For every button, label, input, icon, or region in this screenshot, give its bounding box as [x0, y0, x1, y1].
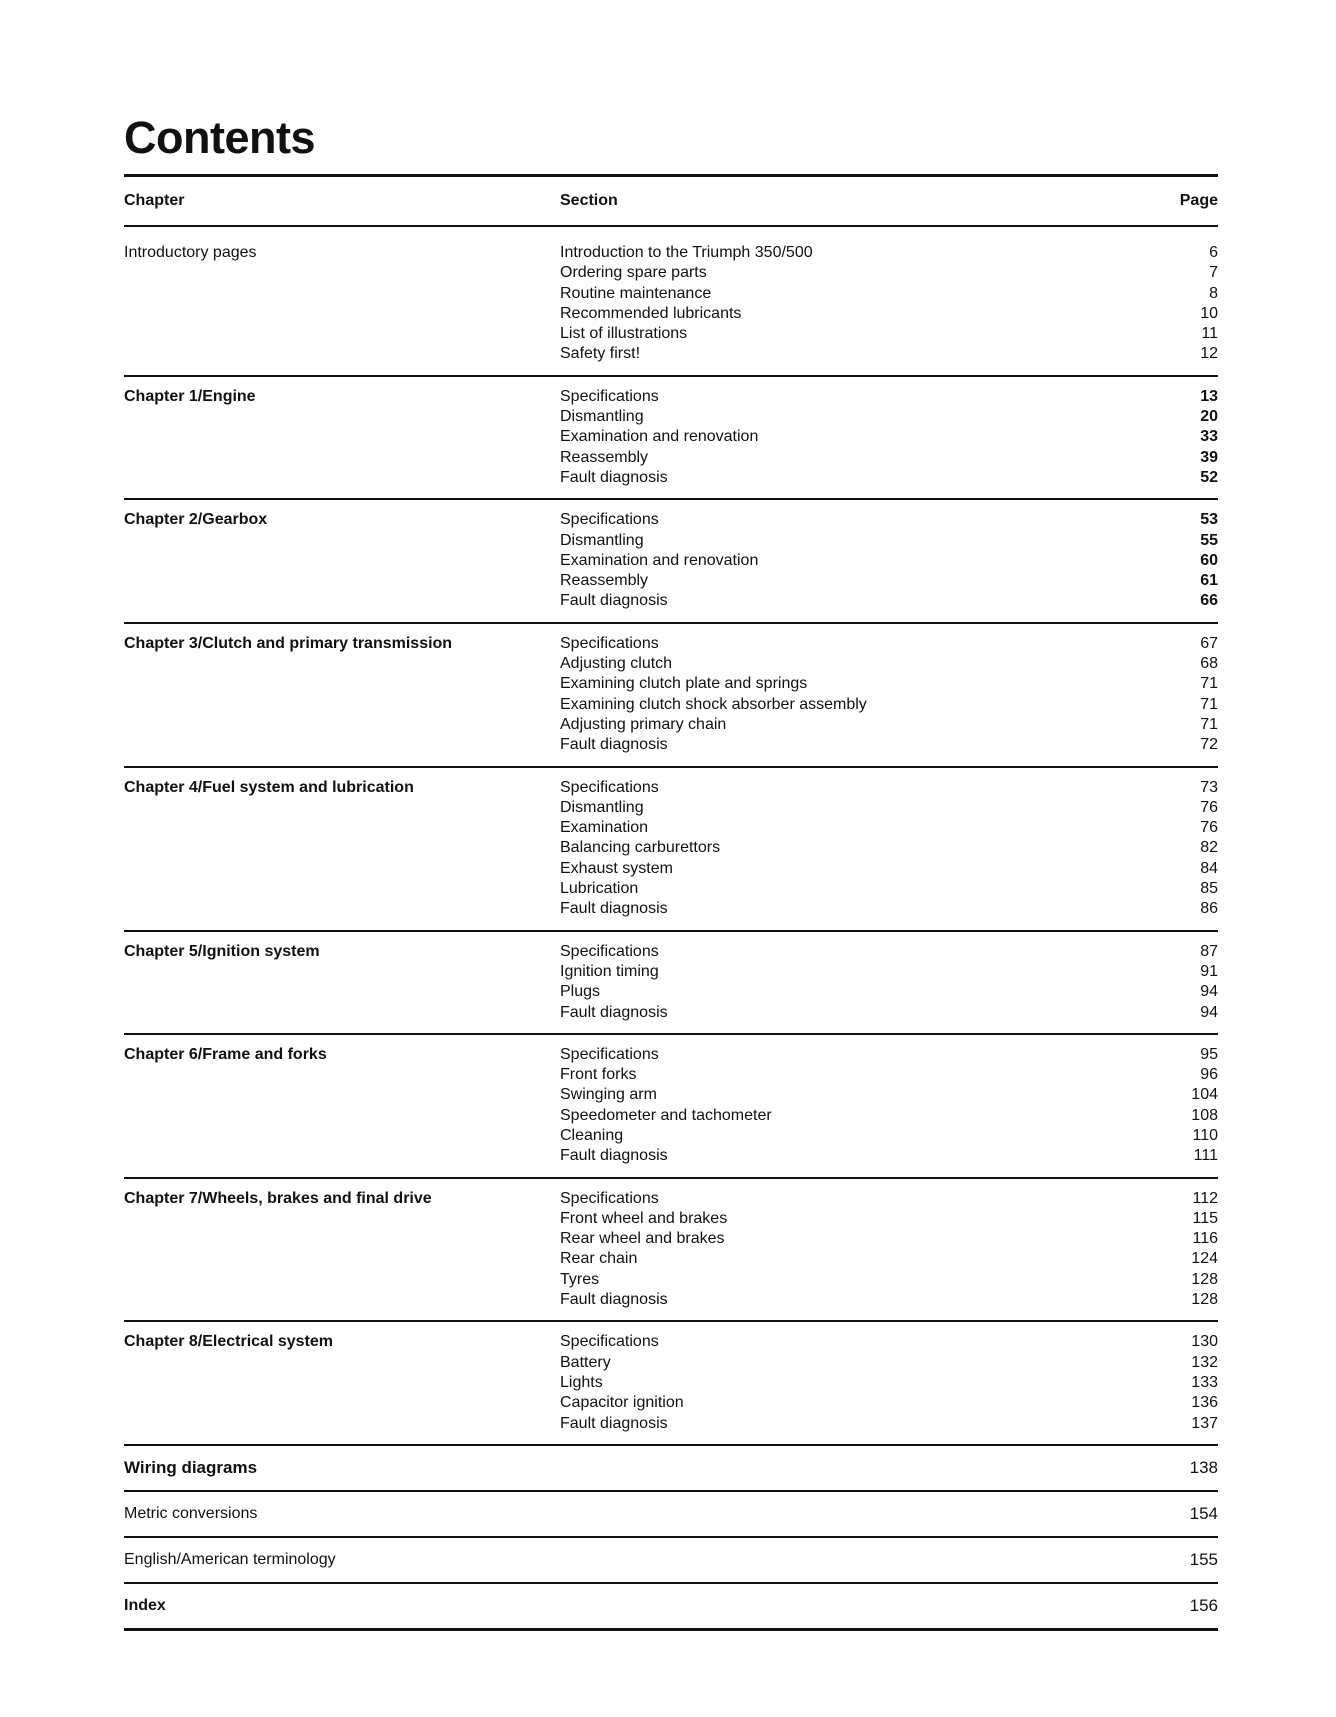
appendix-row: [124, 1492, 1218, 1536]
section-row: [560, 1290, 1218, 1310]
section-row: [560, 1332, 1218, 1352]
chapter-name: Chapter 4/Fuel system and lubrication: [124, 778, 414, 796]
chapter-block: [124, 1035, 1218, 1177]
section-title: Fault diagnosis: [560, 1414, 668, 1432]
section-title: Dismantling: [560, 408, 644, 426]
section-title: Fault diagnosis: [560, 900, 668, 918]
section-title: Specifications: [560, 634, 659, 652]
page-number: 52: [1200, 468, 1218, 486]
page-number: 7: [1209, 264, 1218, 282]
section-row: [560, 1209, 1218, 1229]
section-row: [560, 263, 1218, 283]
section-row: [560, 1414, 1218, 1434]
section-row: [560, 798, 1218, 818]
page-number: 61: [1200, 572, 1218, 590]
section-row: [560, 1270, 1218, 1290]
page-number: 60: [1200, 551, 1218, 569]
section-title: Plugs: [560, 983, 601, 1001]
page-title: Contents: [124, 112, 315, 163]
section-title: Front wheel and brakes: [560, 1209, 728, 1227]
section-title: Capacitor ignition: [560, 1394, 684, 1412]
section-title: Dismantling: [560, 531, 644, 549]
section-row: [560, 982, 1218, 1002]
page-number: 68: [1200, 655, 1218, 673]
section-title: Reassembly: [560, 448, 649, 466]
section-row: [560, 859, 1218, 879]
section-list: [560, 1189, 1218, 1311]
section-row: [560, 571, 1218, 591]
page-number: 94: [1200, 983, 1218, 1001]
section-row: [560, 468, 1218, 488]
section-title: Specifications: [560, 778, 659, 796]
section-row: [560, 1146, 1218, 1166]
section-row: [560, 1106, 1218, 1126]
section-row: [560, 899, 1218, 919]
page-number: 116: [1192, 1230, 1218, 1248]
column-header-page: Page: [1179, 192, 1218, 209]
section-row: [560, 942, 1218, 962]
section-row: [560, 818, 1218, 838]
section-title: Adjusting clutch: [560, 655, 673, 673]
page-number: 20: [1200, 408, 1218, 426]
chapter-block: [124, 377, 1218, 498]
page-number: 76: [1200, 819, 1218, 837]
chapter-name: Chapter 7/Wheels, brakes and final drive: [124, 1189, 432, 1207]
section-title: Lights: [560, 1373, 603, 1391]
section-title: Dismantling: [560, 798, 644, 816]
page-number: 128: [1191, 1291, 1218, 1309]
section-row: [560, 387, 1218, 407]
section-row: [560, 1229, 1218, 1249]
appendix-label: Wiring diagrams: [124, 1457, 258, 1477]
page-number: 136: [1191, 1394, 1218, 1412]
page-number: 11: [1201, 325, 1218, 343]
section-row: [560, 715, 1218, 735]
section-title: Specifications: [560, 1045, 659, 1063]
chapter-block: [124, 227, 1218, 375]
chapter-name: Chapter 2/Gearbox: [124, 511, 268, 529]
section-row: [560, 324, 1218, 344]
section-title: List of illustrations: [560, 325, 688, 343]
section-title: Examining clutch shock absorber assembly: [560, 695, 867, 713]
page-number: 53: [1200, 511, 1218, 529]
section-row: [560, 243, 1218, 263]
section-title: Fault diagnosis: [560, 736, 668, 754]
appendix-label: Metric conversions: [124, 1504, 258, 1522]
section-row: [560, 1003, 1218, 1023]
page-number: 8: [1209, 284, 1218, 302]
page-number: 13: [1200, 387, 1218, 405]
section-title: Examination and renovation: [560, 428, 759, 446]
page-number: 110: [1192, 1126, 1218, 1144]
section-title: Ignition timing: [560, 962, 659, 980]
section-row: [560, 591, 1218, 611]
section-row: [560, 1249, 1218, 1269]
section-row: [560, 1373, 1218, 1393]
page-number: 72: [1200, 736, 1218, 754]
page-number: 155: [1189, 1549, 1218, 1569]
section-row: [560, 1189, 1218, 1209]
page-number: 71: [1200, 675, 1218, 693]
section-title: Adjusting primary chain: [560, 715, 727, 733]
section-title: Fault diagnosis: [560, 468, 668, 486]
section-title: Balancing carburettors: [560, 839, 721, 857]
chapter-block: [124, 932, 1218, 1033]
page-number: 82: [1200, 839, 1218, 857]
section-list: [560, 243, 1218, 365]
page-number: 55: [1200, 531, 1218, 549]
page-number: 87: [1200, 942, 1218, 960]
section-list: [560, 1332, 1218, 1433]
section-title: Tyres: [560, 1270, 600, 1288]
section-title: Examining clutch plate and springs: [560, 675, 808, 693]
section-row: [560, 1353, 1218, 1373]
page-number: 96: [1200, 1066, 1218, 1084]
chapter-block: [124, 1322, 1218, 1443]
page-number: 132: [1191, 1353, 1218, 1371]
section-list: [560, 1045, 1218, 1167]
section-title: Specifications: [560, 1189, 659, 1207]
appendix-row: [124, 1538, 1218, 1582]
section-title: Rear chain: [560, 1250, 638, 1268]
section-list: [560, 942, 1218, 1023]
section-row: [560, 448, 1218, 468]
page-number: 138: [1189, 1457, 1218, 1477]
chapter-name: Introductory pages: [124, 244, 257, 261]
page-number: 73: [1200, 778, 1218, 796]
page-number: 130: [1191, 1333, 1218, 1351]
section-title: Fault diagnosis: [560, 1003, 668, 1021]
page-number: 124: [1191, 1250, 1218, 1268]
section-title: Lubrication: [560, 880, 639, 898]
page-number: 112: [1192, 1189, 1218, 1207]
page-number: 91: [1200, 962, 1218, 980]
section-row: [560, 962, 1218, 982]
section-row: [560, 838, 1218, 858]
section-title: Recommended lubricants: [560, 304, 742, 322]
section-list: [560, 387, 1218, 488]
chapter-name: Chapter 3/Clutch and primary transmission: [124, 634, 453, 652]
page-number: 85: [1200, 880, 1218, 898]
section-title: Specifications: [560, 387, 659, 405]
section-row: [560, 427, 1218, 447]
section-title: Introduction to the Triumph 350/500: [560, 244, 813, 261]
column-header-section: Section: [560, 192, 618, 209]
page-number: 12: [1200, 345, 1218, 363]
section-title: Ordering spare parts: [560, 264, 707, 282]
page-number: 84: [1200, 859, 1218, 877]
section-row: [560, 634, 1218, 654]
appendix-label: Index: [124, 1596, 166, 1614]
section-row: [560, 510, 1218, 530]
section-title: Fault diagnosis: [560, 592, 668, 610]
chapter-list: [124, 227, 1218, 1444]
section-row: [560, 551, 1218, 571]
section-row: [560, 778, 1218, 798]
chapter-name: Chapter 6/Frame and forks: [124, 1045, 327, 1063]
page-number: 76: [1200, 798, 1218, 816]
section-title: Exhaust system: [560, 859, 673, 877]
appendix-row: [124, 1584, 1218, 1628]
page-number: 133: [1191, 1373, 1218, 1391]
section-title: Cleaning: [560, 1126, 624, 1144]
chapter-block: [124, 768, 1218, 930]
section-title: Specifications: [560, 942, 659, 960]
page-number: 86: [1200, 900, 1218, 918]
section-row: [560, 304, 1218, 324]
page-number: 111: [1193, 1147, 1218, 1165]
section-row: [560, 344, 1218, 364]
section-row: [560, 1126, 1218, 1146]
page-number: 137: [1191, 1414, 1218, 1432]
section-title: Routine maintenance: [560, 284, 712, 302]
appendix-row: [124, 1446, 1218, 1490]
appendix-list: [124, 1444, 1218, 1631]
section-title: Rear wheel and brakes: [560, 1230, 725, 1248]
chapter-block: [124, 1179, 1218, 1321]
column-header-chapter: Chapter: [124, 192, 185, 209]
chapter-name: Chapter 5/Ignition system: [124, 942, 320, 960]
section-title: Specifications: [560, 1333, 659, 1351]
section-title: Specifications: [560, 511, 659, 529]
section-list: [560, 634, 1218, 756]
chapter-block: [124, 500, 1218, 621]
section-row: [560, 1085, 1218, 1105]
page-number: 71: [1200, 715, 1218, 733]
page-number: 104: [1191, 1086, 1218, 1104]
section-list: [560, 510, 1218, 611]
section-title: Examination and renovation: [560, 551, 759, 569]
chapter-block: [124, 624, 1218, 766]
appendix-label: English/American terminology: [124, 1550, 336, 1568]
section-row: [560, 531, 1218, 551]
section-title: Fault diagnosis: [560, 1147, 668, 1165]
section-row: [560, 1065, 1218, 1085]
section-row: [560, 654, 1218, 674]
page-number: 94: [1200, 1003, 1218, 1021]
page-number: 71: [1200, 695, 1218, 713]
page-number: 156: [1189, 1595, 1218, 1615]
section-list: [560, 778, 1218, 920]
page-number: 39: [1200, 448, 1218, 466]
bottom-rule: [124, 1628, 1218, 1631]
chapter-name: Chapter 1/Engine: [124, 387, 256, 405]
page-number: 128: [1191, 1270, 1218, 1288]
section-row: [560, 879, 1218, 899]
section-row: [560, 1045, 1218, 1065]
chapter-name: Chapter 8/Electrical system: [124, 1333, 333, 1351]
section-title: Swinging arm: [560, 1086, 657, 1104]
section-title: Battery: [560, 1353, 611, 1371]
section-row: [560, 284, 1218, 304]
section-title: Safety first!: [560, 345, 641, 363]
page-number: 108: [1191, 1106, 1218, 1124]
section-title: Speedometer and tachometer: [560, 1106, 772, 1124]
column-header-row: [124, 177, 1218, 225]
section-title: Reassembly: [560, 572, 649, 590]
contents-page: [124, 112, 1218, 1631]
page-number: 67: [1200, 634, 1218, 652]
page-number: 95: [1200, 1045, 1218, 1063]
section-title: Front forks: [560, 1066, 637, 1084]
page-number: 115: [1192, 1209, 1218, 1227]
section-row: [560, 735, 1218, 755]
section-row: [560, 407, 1218, 427]
section-title: Fault diagnosis: [560, 1291, 668, 1309]
page-number: 10: [1200, 304, 1218, 322]
page-number: 6: [1209, 244, 1218, 261]
section-title: Examination: [560, 819, 649, 837]
section-row: [560, 674, 1218, 694]
page-number: 154: [1189, 1503, 1218, 1523]
page-number: 33: [1200, 428, 1218, 446]
section-row: [560, 1393, 1218, 1413]
page-number: 66: [1200, 592, 1218, 610]
section-row: [560, 695, 1218, 715]
